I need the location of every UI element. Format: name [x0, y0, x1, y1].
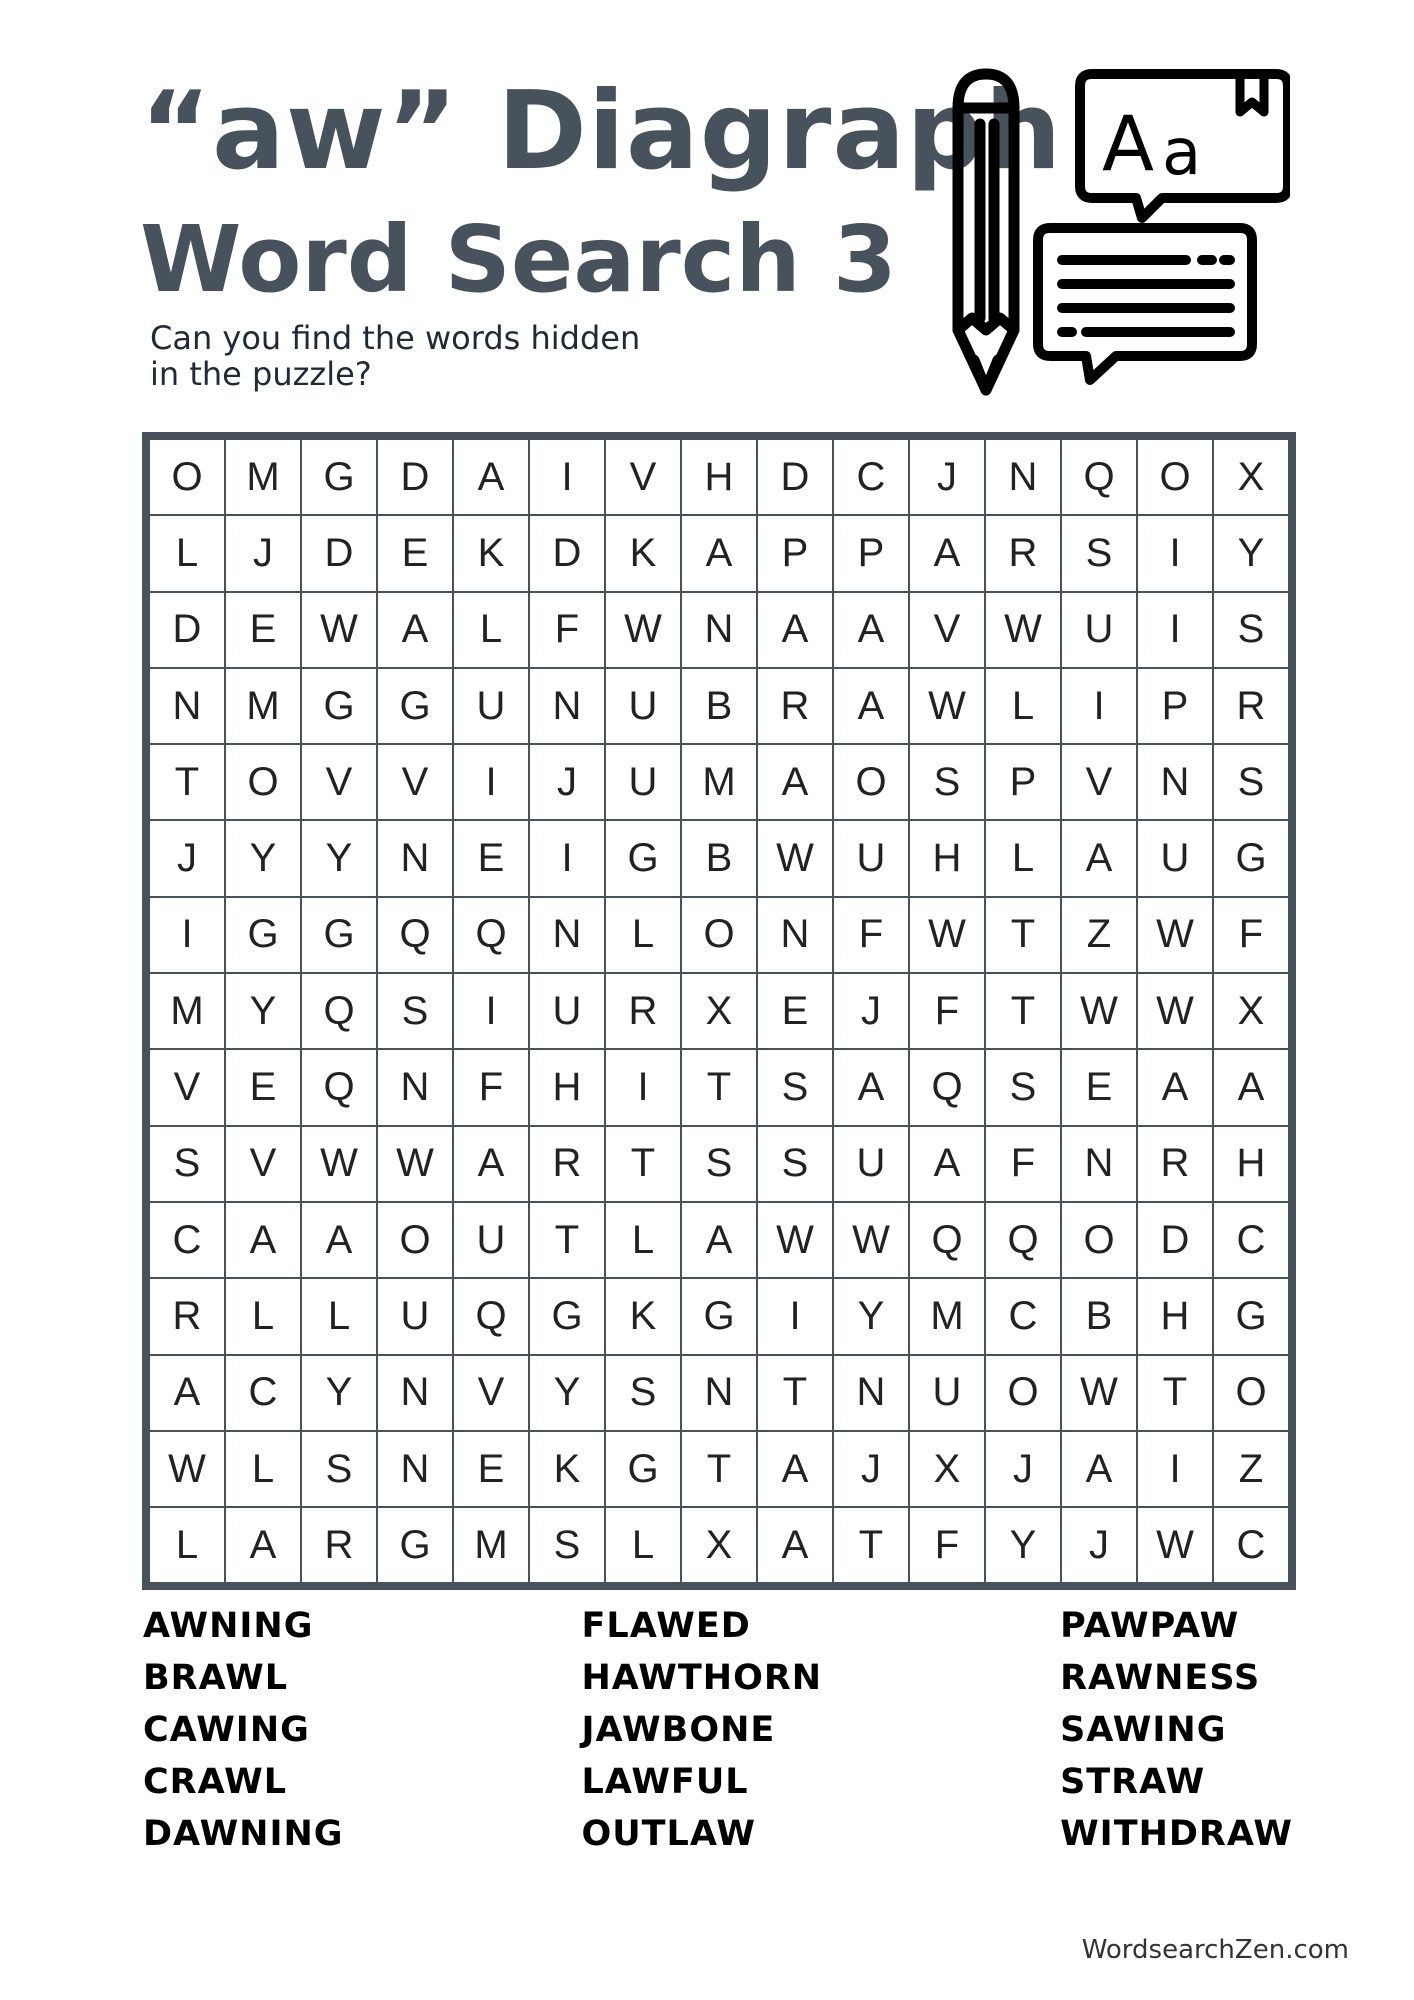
- grid-cell: W: [302, 593, 376, 667]
- grid-cell: F: [834, 898, 908, 972]
- grid-cell: W: [1062, 974, 1136, 1048]
- grid-cell: G: [302, 440, 376, 514]
- grid-cell: A: [758, 1508, 832, 1582]
- grid-cell: F: [910, 974, 984, 1048]
- grid-cell: Y: [226, 821, 300, 895]
- grid-cell: W: [986, 593, 1060, 667]
- grid-cell: Q: [454, 898, 528, 972]
- grid-cell: N: [378, 1432, 452, 1506]
- grid-cell: L: [986, 669, 1060, 743]
- grid-cell: Y: [1214, 516, 1288, 590]
- grid-cell: I: [150, 898, 224, 972]
- grid-cell: Z: [1062, 898, 1136, 972]
- grid-cell: A: [1062, 821, 1136, 895]
- grid-cell: Y: [226, 974, 300, 1048]
- letter-grid: [150, 440, 1288, 1582]
- grid-cell: A: [682, 516, 756, 590]
- grid-cell: U: [454, 669, 528, 743]
- grid-cell: L: [454, 593, 528, 667]
- grid-cell: D: [758, 440, 832, 514]
- grid-cell: A: [834, 669, 908, 743]
- grid-cell: E: [378, 516, 452, 590]
- grid-cell: G: [606, 821, 680, 895]
- grid-cell: U: [910, 1356, 984, 1430]
- grid-cell: A: [454, 1127, 528, 1201]
- grid-cell: N: [834, 1356, 908, 1430]
- grid-cell: O: [378, 1203, 452, 1277]
- grid-cell: L: [606, 898, 680, 972]
- grid-cell: H: [910, 821, 984, 895]
- word-item: BRAWL: [143, 1658, 289, 1698]
- grid-cell: S: [986, 1050, 1060, 1124]
- grid-cell: N: [682, 593, 756, 667]
- grid-cell: T: [682, 1432, 756, 1506]
- grid-cell: N: [378, 1050, 452, 1124]
- grid-cell: Z: [1214, 1432, 1288, 1506]
- grid-cell: O: [1214, 1356, 1288, 1430]
- grid-cell: B: [1062, 1279, 1136, 1353]
- grid-cell: O: [682, 898, 756, 972]
- grid-cell: A: [758, 745, 832, 819]
- grid-cell: S: [758, 1127, 832, 1201]
- grid-cell: G: [682, 1279, 756, 1353]
- puzzle-grid: [142, 432, 1296, 1590]
- grid-cell: S: [1062, 516, 1136, 590]
- grid-cell: U: [606, 745, 680, 819]
- grid-cell: I: [530, 440, 604, 514]
- grid-cell: H: [682, 440, 756, 514]
- grid-cell: V: [378, 745, 452, 819]
- dictionary-icon: [1080, 74, 1288, 218]
- grid-cell: G: [302, 669, 376, 743]
- grid-cell: W: [910, 669, 984, 743]
- grid-cell: O: [150, 440, 224, 514]
- grid-cell: U: [834, 821, 908, 895]
- grid-cell: L: [150, 516, 224, 590]
- title-line-2: Word Search 3: [140, 206, 897, 313]
- grid-cell: T: [834, 1508, 908, 1582]
- grid-cell: I: [606, 1050, 680, 1124]
- grid-cell: L: [986, 821, 1060, 895]
- word-column-2: [582, 1600, 823, 1860]
- grid-cell: W: [606, 593, 680, 667]
- grid-cell: J: [834, 1432, 908, 1506]
- grid-cell: R: [1214, 669, 1288, 743]
- word-item: CRAWL: [143, 1762, 288, 1802]
- grid-cell: F: [910, 1508, 984, 1582]
- grid-cell: O: [834, 745, 908, 819]
- grid-cell: U: [530, 974, 604, 1048]
- grid-cell: X: [1214, 440, 1288, 514]
- grid-cell: K: [606, 1279, 680, 1353]
- grid-cell: W: [1138, 974, 1212, 1048]
- grid-cell: N: [150, 669, 224, 743]
- grid-cell: D: [378, 440, 452, 514]
- grid-cell: O: [1138, 440, 1212, 514]
- word-item: SAWING: [1060, 1710, 1227, 1750]
- grid-cell: C: [226, 1356, 300, 1430]
- grid-cell: M: [454, 1508, 528, 1582]
- grid-cell: G: [302, 898, 376, 972]
- grid-cell: A: [378, 593, 452, 667]
- grid-cell: U: [378, 1279, 452, 1353]
- grid-cell: L: [150, 1508, 224, 1582]
- grid-cell: Q: [1062, 440, 1136, 514]
- grid-cell: O: [986, 1356, 1060, 1430]
- grid-cell: C: [834, 440, 908, 514]
- grid-cell: G: [1214, 821, 1288, 895]
- grid-cell: S: [682, 1127, 756, 1201]
- grid-cell: L: [226, 1432, 300, 1506]
- word-item: WITHDRAW: [1060, 1814, 1293, 1854]
- grid-cell: J: [1062, 1508, 1136, 1582]
- grid-cell: G: [378, 1508, 452, 1582]
- grid-cell: S: [1214, 593, 1288, 667]
- word-item: LAWFUL: [581, 1762, 749, 1802]
- svg-text:a: a: [1162, 116, 1202, 190]
- grid-cell: K: [454, 516, 528, 590]
- grid-cell: I: [530, 821, 604, 895]
- word-column-1: [143, 1600, 344, 1860]
- word-item: CAWING: [143, 1710, 310, 1750]
- grid-cell: A: [758, 593, 832, 667]
- grid-cell: V: [910, 593, 984, 667]
- grid-cell: B: [682, 821, 756, 895]
- grid-cell: I: [454, 745, 528, 819]
- grid-cell: A: [302, 1203, 376, 1277]
- grid-cell: R: [758, 669, 832, 743]
- grid-cell: L: [302, 1279, 376, 1353]
- grid-cell: V: [606, 440, 680, 514]
- grid-cell: V: [150, 1050, 224, 1124]
- grid-cell: G: [606, 1432, 680, 1506]
- grid-cell: Y: [530, 1356, 604, 1430]
- grid-cell: T: [682, 1050, 756, 1124]
- grid-cell: J: [986, 1432, 1060, 1506]
- grid-cell: M: [910, 1279, 984, 1353]
- grid-cell: E: [454, 821, 528, 895]
- grid-cell: N: [530, 669, 604, 743]
- grid-cell: V: [454, 1356, 528, 1430]
- grid-cell: A: [226, 1508, 300, 1582]
- word-item: FLAWED: [581, 1606, 751, 1646]
- grid-cell: V: [226, 1127, 300, 1201]
- grid-cell: M: [682, 745, 756, 819]
- grid-cell: P: [1138, 669, 1212, 743]
- grid-cell: I: [1062, 669, 1136, 743]
- grid-cell: W: [302, 1127, 376, 1201]
- grid-cell: P: [834, 516, 908, 590]
- word-item: AWNING: [143, 1606, 314, 1646]
- grid-cell: A: [150, 1356, 224, 1430]
- grid-cell: T: [606, 1127, 680, 1201]
- grid-cell: I: [1138, 516, 1212, 590]
- grid-cell: H: [1138, 1279, 1212, 1353]
- grid-cell: Q: [302, 974, 376, 1048]
- word-column-3: [1060, 1600, 1293, 1860]
- grid-cell: J: [150, 821, 224, 895]
- grid-cell: T: [758, 1356, 832, 1430]
- grid-cell: H: [1214, 1127, 1288, 1201]
- instructions: [150, 320, 710, 392]
- grid-cell: T: [1138, 1356, 1212, 1430]
- grid-cell: N: [682, 1356, 756, 1430]
- grid-cell: I: [1138, 1432, 1212, 1506]
- grid-cell: G: [378, 669, 452, 743]
- grid-cell: U: [1138, 821, 1212, 895]
- grid-cell: J: [910, 440, 984, 514]
- grid-cell: M: [226, 669, 300, 743]
- grid-cell: L: [226, 1279, 300, 1353]
- grid-cell: W: [834, 1203, 908, 1277]
- grid-cell: A: [834, 1050, 908, 1124]
- grid-cell: X: [910, 1432, 984, 1506]
- word-item: JAWBONE: [581, 1710, 776, 1750]
- header-illustration: [950, 68, 1290, 400]
- grid-cell: D: [302, 516, 376, 590]
- grid-cell: N: [378, 821, 452, 895]
- grid-cell: A: [1138, 1050, 1212, 1124]
- grid-cell: S: [910, 745, 984, 819]
- grid-cell: A: [1214, 1050, 1288, 1124]
- word-item: HAWTHORN: [581, 1658, 823, 1698]
- grid-cell: A: [226, 1203, 300, 1277]
- grid-cell: D: [1138, 1203, 1212, 1277]
- grid-cell: N: [1062, 1127, 1136, 1201]
- grid-cell: S: [302, 1432, 376, 1506]
- grid-cell: W: [1062, 1356, 1136, 1430]
- grid-cell: D: [150, 593, 224, 667]
- grid-cell: W: [378, 1127, 452, 1201]
- grid-cell: R: [530, 1127, 604, 1201]
- grid-cell: E: [758, 974, 832, 1048]
- svg-text:A: A: [1102, 99, 1154, 188]
- grid-cell: S: [378, 974, 452, 1048]
- grid-cell: A: [758, 1432, 832, 1506]
- grid-cell: N: [530, 898, 604, 972]
- grid-cell: W: [758, 1203, 832, 1277]
- grid-cell: Q: [454, 1279, 528, 1353]
- grid-cell: Y: [302, 821, 376, 895]
- grid-cell: J: [530, 745, 604, 819]
- grid-cell: T: [986, 898, 1060, 972]
- grid-cell: Y: [986, 1508, 1060, 1582]
- grid-cell: M: [226, 440, 300, 514]
- grid-cell: S: [150, 1127, 224, 1201]
- chat-text-icon: [1038, 228, 1252, 380]
- word-item: DAWNING: [143, 1814, 344, 1854]
- grid-cell: A: [910, 516, 984, 590]
- grid-cell: C: [1214, 1203, 1288, 1277]
- grid-cell: W: [758, 821, 832, 895]
- grid-cell: F: [454, 1050, 528, 1124]
- grid-cell: O: [226, 745, 300, 819]
- grid-cell: Q: [302, 1050, 376, 1124]
- grid-cell: G: [226, 898, 300, 972]
- grid-cell: E: [226, 593, 300, 667]
- grid-cell: A: [834, 593, 908, 667]
- grid-cell: V: [1062, 745, 1136, 819]
- grid-cell: S: [606, 1356, 680, 1430]
- instructions-line-1: Can you find the words hidden: [150, 319, 641, 357]
- grid-cell: D: [530, 516, 604, 590]
- grid-cell: Q: [910, 1203, 984, 1277]
- grid-cell: X: [682, 1508, 756, 1582]
- pencil-icon: [958, 74, 1014, 390]
- grid-cell: U: [834, 1127, 908, 1201]
- word-item: PAWPAW: [1060, 1606, 1240, 1646]
- grid-cell: K: [530, 1432, 604, 1506]
- grid-cell: S: [530, 1508, 604, 1582]
- grid-cell: T: [530, 1203, 604, 1277]
- grid-cell: N: [758, 898, 832, 972]
- grid-cell: I: [758, 1279, 832, 1353]
- grid-cell: T: [150, 745, 224, 819]
- grid-cell: U: [1062, 593, 1136, 667]
- grid-cell: O: [1062, 1203, 1136, 1277]
- grid-cell: E: [226, 1050, 300, 1124]
- grid-cell: N: [986, 440, 1060, 514]
- grid-cell: U: [454, 1203, 528, 1277]
- grid-cell: G: [530, 1279, 604, 1353]
- grid-cell: J: [226, 516, 300, 590]
- grid-cell: X: [682, 974, 756, 1048]
- grid-cell: Y: [302, 1356, 376, 1430]
- grid-cell: R: [150, 1279, 224, 1353]
- grid-cell: F: [1214, 898, 1288, 972]
- grid-cell: R: [302, 1508, 376, 1582]
- grid-cell: L: [606, 1508, 680, 1582]
- word-item: STRAW: [1060, 1762, 1206, 1802]
- page-title: [140, 69, 1063, 313]
- grid-cell: I: [454, 974, 528, 1048]
- grid-cell: I: [1138, 593, 1212, 667]
- grid-cell: C: [150, 1203, 224, 1277]
- grid-cell: V: [302, 745, 376, 819]
- grid-cell: Q: [986, 1203, 1060, 1277]
- grid-cell: R: [986, 516, 1060, 590]
- grid-cell: E: [454, 1432, 528, 1506]
- grid-cell: C: [1214, 1508, 1288, 1582]
- grid-cell: S: [1214, 745, 1288, 819]
- site-credit: WordsearchZen.com: [1081, 1935, 1349, 1965]
- grid-cell: W: [910, 898, 984, 972]
- grid-cell: C: [986, 1279, 1060, 1353]
- word-item: RAWNESS: [1060, 1658, 1261, 1698]
- grid-cell: K: [606, 516, 680, 590]
- grid-cell: P: [986, 745, 1060, 819]
- grid-cell: B: [682, 669, 756, 743]
- grid-cell: F: [530, 593, 604, 667]
- title-line-1: “aw” Diagraph: [140, 69, 1063, 194]
- grid-cell: W: [1138, 898, 1212, 972]
- grid-cell: Y: [834, 1279, 908, 1353]
- grid-cell: L: [606, 1203, 680, 1277]
- grid-cell: M: [150, 974, 224, 1048]
- grid-cell: T: [986, 974, 1060, 1048]
- grid-cell: W: [150, 1432, 224, 1506]
- grid-cell: A: [910, 1127, 984, 1201]
- grid-cell: A: [454, 440, 528, 514]
- grid-cell: W: [1138, 1508, 1212, 1582]
- grid-cell: A: [1062, 1432, 1136, 1506]
- grid-cell: X: [1214, 974, 1288, 1048]
- grid-cell: E: [1062, 1050, 1136, 1124]
- grid-cell: S: [758, 1050, 832, 1124]
- grid-cell: J: [834, 974, 908, 1048]
- grid-cell: A: [682, 1203, 756, 1277]
- grid-cell: G: [1214, 1279, 1288, 1353]
- grid-cell: H: [530, 1050, 604, 1124]
- grid-cell: N: [1138, 745, 1212, 819]
- grid-cell: P: [758, 516, 832, 590]
- grid-cell: F: [986, 1127, 1060, 1201]
- grid-cell: R: [1138, 1127, 1212, 1201]
- word-item: OUTLAW: [581, 1814, 756, 1854]
- word-list: [143, 1600, 1293, 1860]
- instructions-line-2: in the puzzle?: [150, 355, 372, 393]
- grid-cell: R: [606, 974, 680, 1048]
- grid-cell: U: [606, 669, 680, 743]
- grid-cell: N: [378, 1356, 452, 1430]
- grid-cell: Q: [910, 1050, 984, 1124]
- grid-cell: Q: [378, 898, 452, 972]
